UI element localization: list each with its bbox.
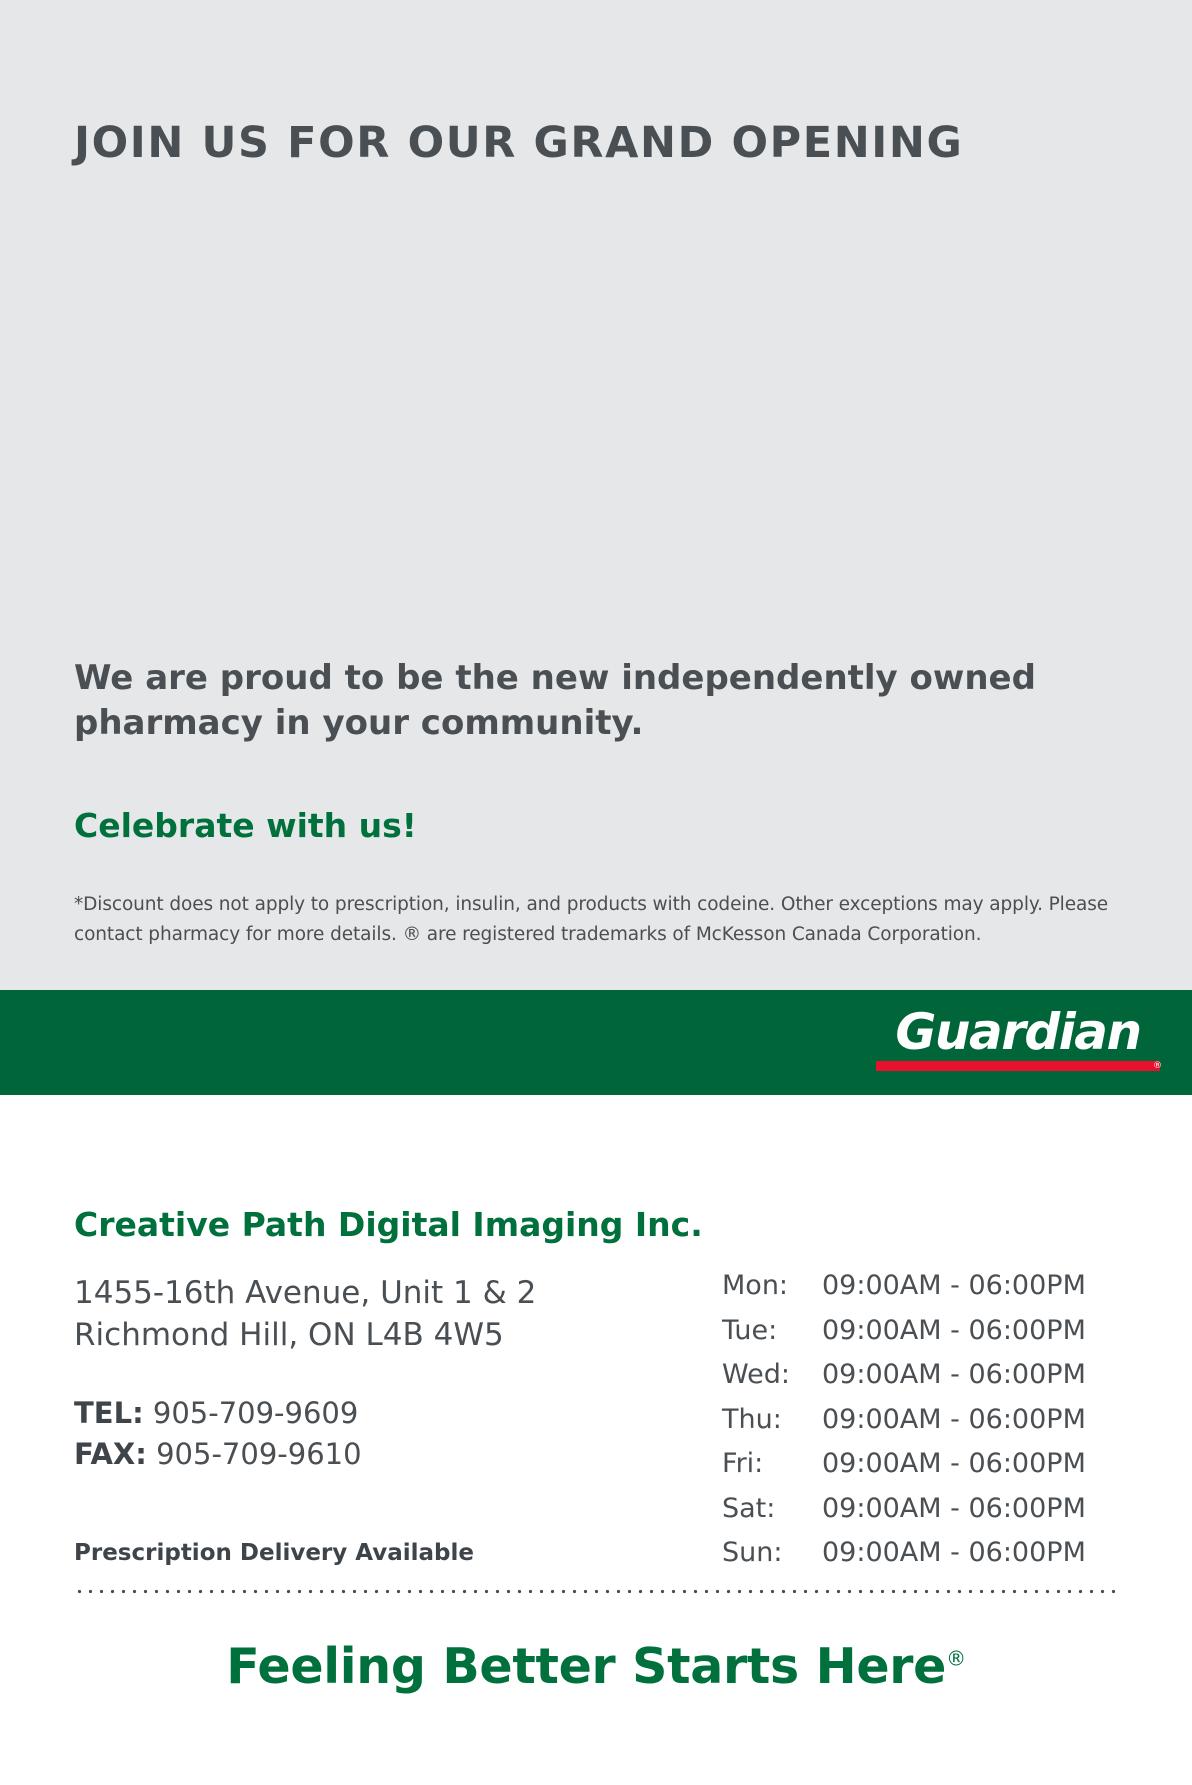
- tagline: [0, 1638, 1192, 1695]
- hours-day: Tue:: [722, 1314, 778, 1346]
- store-name: Creative Path Digital Imaging Inc.: [74, 1205, 703, 1244]
- hours-time: 09:00AM - 06:00PM: [822, 1314, 1086, 1346]
- hours-day: Sat:: [722, 1492, 776, 1524]
- brand-underline-rule: [876, 1061, 1160, 1071]
- store-hours: [722, 1272, 1086, 1584]
- hours-row: [722, 1403, 1086, 1451]
- hours-time: 09:00AM - 06:00PM: [822, 1270, 1086, 1301]
- guardian-logo: [876, 1003, 1162, 1071]
- hours-row: [722, 1492, 1086, 1540]
- hours-time: 09:00AM - 06:00PM: [822, 1403, 1086, 1435]
- hours-day: Fri:: [722, 1448, 764, 1479]
- hours-time: 09:00AM - 06:00PM: [822, 1359, 1086, 1390]
- hours-row: [722, 1361, 1086, 1406]
- hours-row: [722, 1450, 1086, 1495]
- hours-day: Thu:: [722, 1403, 782, 1435]
- lead-paragraph: We are proud to be the new independently owned pharmacy in your community.: [74, 658, 1036, 743]
- telephone-row: [74, 1393, 362, 1434]
- store-contact: [74, 1393, 362, 1475]
- fax-label: FAX:: [74, 1437, 147, 1472]
- hours-time: 09:00AM - 06:00PM: [822, 1492, 1086, 1524]
- hours-row: [722, 1314, 1086, 1362]
- celebrate-heading: Celebrate with us!: [74, 806, 417, 845]
- address-line-2: Richmond Hill, ON L4B 4W5: [74, 1317, 504, 1354]
- fax-row: [74, 1434, 362, 1475]
- hours-row: [722, 1539, 1086, 1584]
- dotted-divider: [74, 1589, 1120, 1594]
- hours-row: [722, 1272, 1086, 1317]
- hours-day: Mon:: [722, 1270, 789, 1301]
- hours-time: 09:00AM - 06:00PM: [822, 1448, 1086, 1479]
- page-title: JOIN US FOR OUR GRAND OPENING: [74, 118, 964, 168]
- fax-value: 905-709-9610: [156, 1437, 362, 1472]
- tagline-text: Feeling Better Starts Here: [226, 1638, 947, 1695]
- tagline-registered-icon: ®: [946, 1646, 966, 1671]
- brand-wordmark: Guardian: [895, 1003, 1141, 1061]
- hours-time: 09:00AM - 06:00PM: [822, 1537, 1086, 1568]
- delivery-note: Prescription Delivery Available: [74, 1540, 474, 1566]
- registered-trademark-icon: ®: [1153, 1061, 1162, 1071]
- brand-band: [0, 990, 1192, 1095]
- telephone-value: 905-709-9609: [152, 1396, 359, 1430]
- store-address: [74, 1272, 536, 1356]
- telephone-label: TEL:: [74, 1396, 144, 1430]
- address-line-1: 1455-16th Avenue, Unit 1 & 2: [74, 1275, 537, 1311]
- hours-day: Sun:: [722, 1537, 783, 1568]
- disclaimer-text: *Discount does not apply to prescription, insulin, and products with codeine. Other exceptions may apply. Please contact pharmacy for more details. ® are registered trademarks of McKesson Canada Corporation.: [74, 894, 1109, 945]
- hours-day: Wed:: [722, 1359, 790, 1390]
